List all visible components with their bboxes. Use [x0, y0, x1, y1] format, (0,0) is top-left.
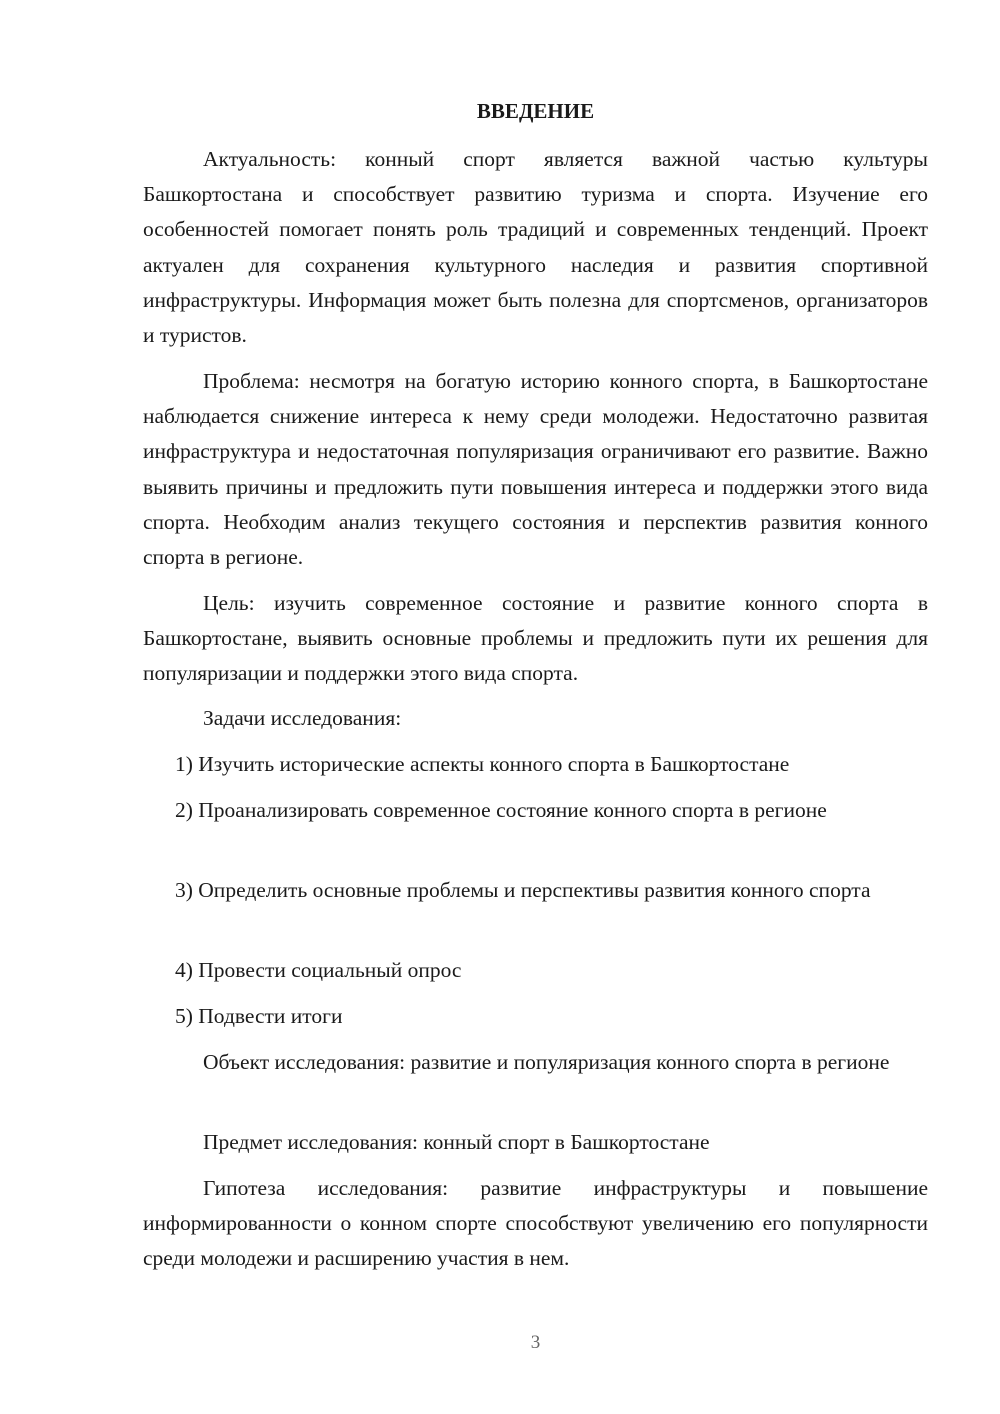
hypothesis-paragraph: Гипотеза исследования: развитие инфраструктуры и повышение информированности о конном спорте способствуют увеличению его популярности среди молодежи и расширению участия в нем.	[143, 1176, 928, 1271]
task-item-5: 5) Подвести итоги	[175, 1004, 343, 1028]
page-title: ВВЕДЕНИЕ	[476, 99, 595, 123]
tasks-heading: Задачи исследования:	[203, 706, 402, 730]
goal-paragraph: Цель: изучить современное состояние и развитие конного спорта в Башкортостане, выявить основные проблемы и предложить пути их решения для популяризации и поддержки этого вида спорта.	[143, 591, 928, 686]
task-item-4: 4) Провести социальный опрос	[175, 958, 462, 982]
task-item-3: 3) Определить основные проблемы и перспективы развития конного спорта	[175, 878, 871, 902]
subject-paragraph: Предмет исследования: конный спорт в Башкортостане	[203, 1130, 710, 1154]
problem-paragraph: Проблема: несмотря на богатую историю конного спорта, в Башкортостане наблюдается снижение интереса к нему среди молодежи. Недостаточно развитая инфраструктура и недостаточная популяризация ограничивают его развитие. Важно выявить причины и предложить пути повышения интереса и поддержки этого вида спорта. Необходим анализ текущего состояния и перспектив развития конного спорта в регионе.	[143, 369, 928, 570]
document-page	[143, 0, 928, 1414]
task-item-2: 2) Проанализировать современное состояние конного спорта в регионе	[175, 798, 827, 822]
page-number: 3	[530, 1332, 541, 1353]
task-item-1: 1) Изучить исторические аспекты конного спорта в Башкортостане	[175, 752, 790, 776]
relevance-paragraph: Актуальность: конный спорт является важной частью культуры Башкортостана и способствует развитию туризма и спорта. Изучение его особенностей помогает понять роль традиций и современных тенденций. Проект актуален для сохранения культурного наследия и развития спортивной инфраструктуры. Информация может быть полезна для спортсменов, организаторов и туристов.	[143, 147, 928, 348]
object-paragraph: Объект исследования: развитие и популяризация конного спорта в регионе	[203, 1050, 890, 1074]
